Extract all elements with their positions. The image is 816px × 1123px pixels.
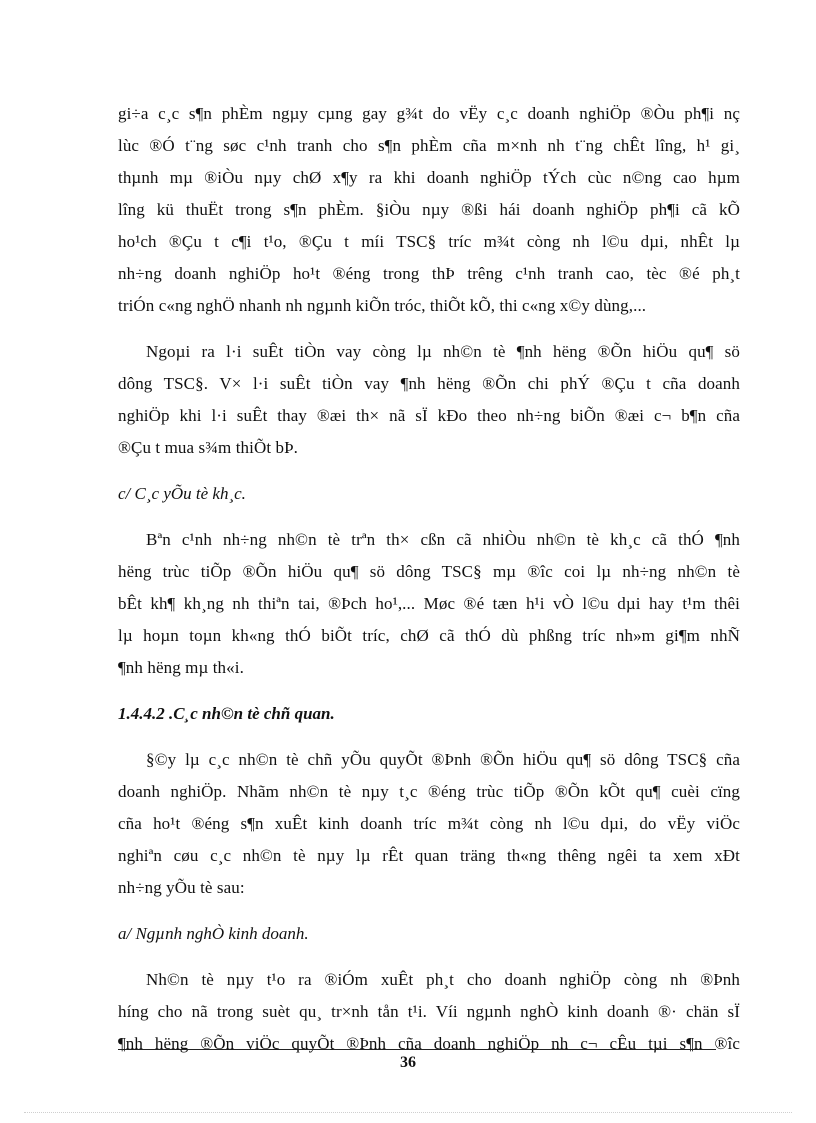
- text-line: §©y lµ c¸c nh©n tè chñ yÕu quyÕt ®Þnh ®Õn hiÖu qu¶ sö dông TSC§ cña: [146, 750, 740, 769]
- text-line: ¶nh hëng mµ th«i.: [118, 658, 244, 677]
- text-line: dông TSC§. V× l·i suÊt tiÒn vay ¶nh hëng ®Õn chi phÝ ®Çu t cña doanh: [118, 374, 740, 393]
- paragraph-other-factors: [118, 524, 740, 684]
- text-line: nghiªn cøu c¸c nh©n tè nµy lµ rÊt quan träng th«ng thêng ngêi ta xem xÐt: [118, 846, 740, 865]
- text-line: nh÷ng doanh nghiÖp ho¹t ®éng trong thÞ trêng c¹nh tranh cao, tèc ®é ph¸t: [118, 264, 740, 283]
- text-line: híng cho nã trong suèt qu¸ tr×nh tån t¹i. Víi ngµnh nghÒ kinh doanh ®· chän sÏ: [118, 1002, 740, 1021]
- text-line: nh÷ng yÕu tè sau:: [118, 878, 245, 897]
- text-line: Ngoµi ra l·i suÊt tiÒn vay còng lµ nh©n tè ¶nh hëng ®Õn hiÖu qu¶ sö: [146, 342, 740, 361]
- text-line: doanh nghiÖp. Nhãm nh©n tè nµy t¸c ®éng trùc tiÕp ®Õn kÕt qu¶ cuèi cïng: [118, 782, 740, 801]
- text-line: gi÷a c¸c s¶n phÈm ngµy cµng gay g¾t do vËy c¸c doanh nghiÖp ®Òu ph¶i nç: [118, 104, 740, 123]
- text-line: lùc ®Ó t¨ng søc c¹nh tranh cho s¶n phÈm cña m×nh nh t¨ng chÊt lîng, h¹ gi¸: [118, 136, 740, 155]
- text-line: lµ hoµn toµn kh«ng thÓ biÕt tríc, chØ cã thÓ dù phßng tríc nh»m gi¶m nhÑ: [118, 626, 740, 645]
- page-bottom-border: [24, 1112, 792, 1113]
- page-number: 36: [400, 1054, 416, 1071]
- text-line: Nh©n tè nµy t¹o ra ®iÓm xuÊt ph¸t cho doanh nghiÖp còng nh ®Þnh: [146, 970, 740, 989]
- text-line: ®Çu t mua s¾m thiÕt bÞ.: [118, 438, 299, 457]
- section-heading: 1.4.4.2 .C¸c nh©n tè chñ quan.: [118, 704, 335, 723]
- text-line: ho¹ch ®Çu t c¶i t¹o, ®Çu t míi TSC§ tríc m¾t còng nh l©u dµi, nhÊt lµ: [118, 232, 740, 251]
- text-line: thµnh mµ ®iÒu nµy chØ x¶y ra khi doanh nghiÖp tÝch cùc n©ng cao hµm: [118, 168, 740, 187]
- text-line: ¶nh hëng ®Õn viÖc quyÕt ®Þnh cña doanh nghiÖp nh c¬ cÊu tµi s¶n ®îc: [118, 1034, 740, 1053]
- paragraph-business-sector: [118, 964, 740, 1060]
- paragraph-interest-rate: [118, 336, 740, 464]
- subheading-business-sector: a/ Ngµnh nghÒ kinh doanh.: [118, 924, 309, 943]
- text-line: Bªn c¹nh nh÷ng nh©n tè trªn th× cßn cã nhiÒu nh©n tè kh¸c cã thÓ ¶nh: [146, 530, 740, 549]
- page-body: [118, 98, 740, 1074]
- text-line: hëng trùc tiÕp ®Õn hiÖu qu¶ sö dông TSC§ mµ ®îc coi lµ nh÷ng nh©n tè: [118, 562, 740, 581]
- text-line: lîng kü thuËt trong s¶n phÈm. §iÒu nµy ®ßi hái doanh nghiÖp ph¶i cã kÕ: [118, 200, 740, 219]
- text-line: nghiÖp khi l·i suÊt thay ®æi th× nã sÏ kÐo theo nh÷ng biÕn ®æi c¬ b¶n cña: [118, 406, 740, 425]
- text-line: cña ho¹t ®éng s¶n xuÊt kinh doanh tríc m¾t còng nh l©u dµi, do vËy viÖc: [118, 814, 740, 833]
- subheading-other-factors: c/ C¸c yÕu tè kh¸c.: [118, 484, 246, 503]
- text-line: bÊt kh¶ kh¸ng nh thiªn tai, ®Þch ho¹,... Møc ®é tæn h¹i vÒ l©u dµi hay t¹m thêi: [118, 594, 740, 613]
- text-line: triÓn c«ng nghÖ nhanh nh ngµnh kiÕn tróc, thiÕt kÕ, thi c«ng x©y dùng,...: [118, 296, 647, 315]
- paragraph-competition: [118, 98, 740, 322]
- paragraph-subjective-factors: [118, 744, 740, 904]
- footer-divider: [118, 1049, 716, 1050]
